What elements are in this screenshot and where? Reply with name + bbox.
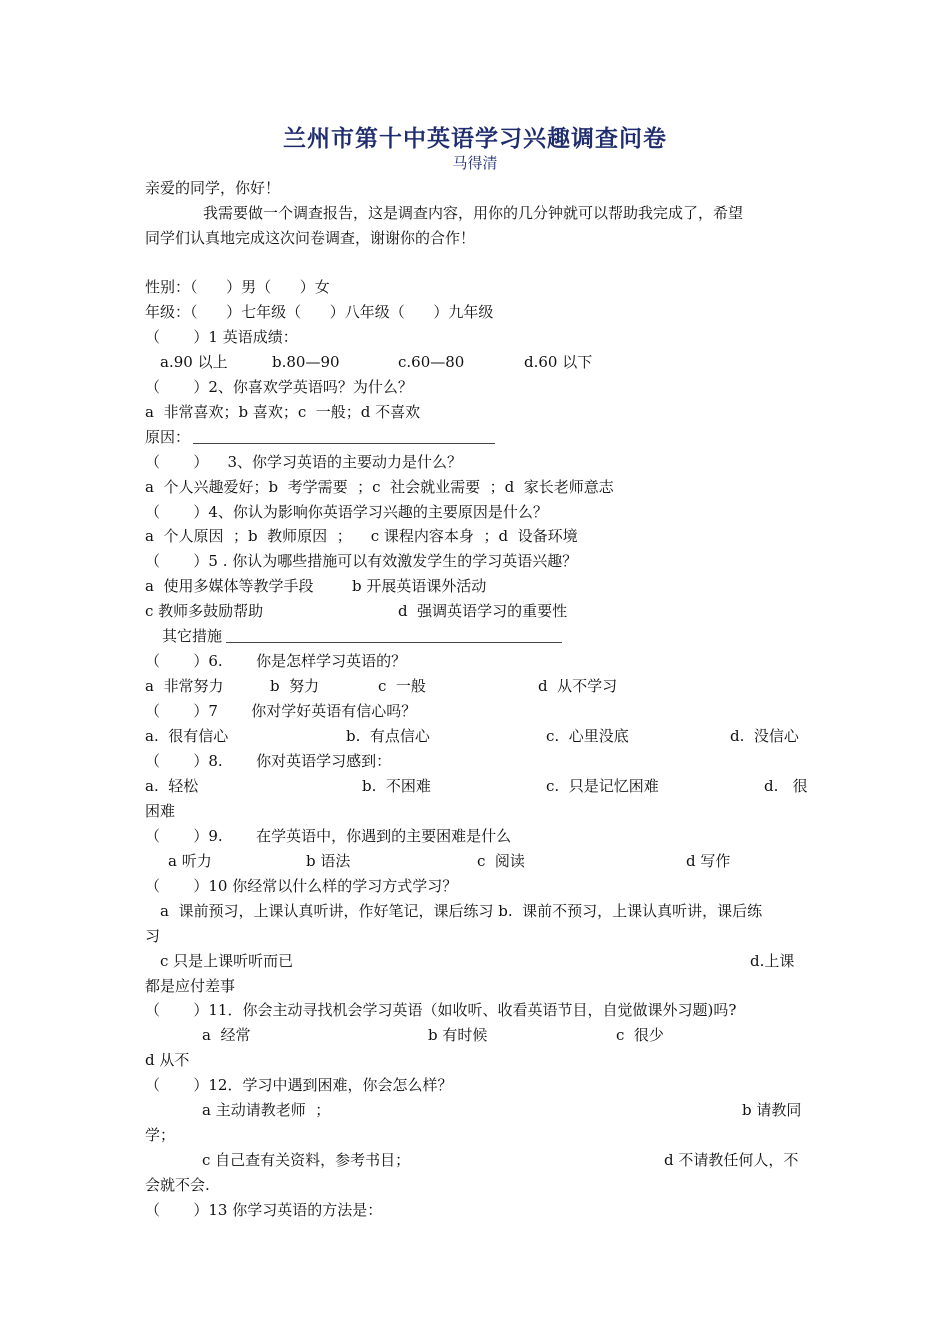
document-title: 兰州市第十中英语学习兴趣调查问卷	[283, 126, 667, 152]
q5-option-a: a 使用多媒体等教学手段	[145, 577, 314, 595]
intro-line-1: 我需要做一个调查报告，这是调查内容，用你的几分钟就可以帮助我完成了，希望	[203, 204, 744, 222]
q11-option-a: a 经常	[202, 1026, 251, 1044]
q2-options: a 非常喜欢；b 喜欢；c 一般；d 不喜欢	[145, 403, 421, 421]
q11-option-b: b 有时候	[428, 1026, 488, 1044]
question-12: （ ）12．学习中遇到困难，你会怎么样？	[145, 1076, 453, 1094]
q8-option-b: b. 不困难	[362, 777, 431, 795]
q9-option-a: a 听力	[168, 852, 212, 870]
question-3: （ ） 3、你学习英语的主要动力是什么？	[145, 453, 462, 471]
q12-option-b: b 请教同	[742, 1101, 802, 1119]
q5-option-b: b 开展英语课外活动	[352, 577, 487, 595]
q3-options: a 个人兴趣爱好；b 考学需要 ；c 社会就业需要 ；d 家长老师意志	[145, 478, 614, 496]
question-7: （ ）7 你对学好英语有信心吗？	[145, 702, 417, 720]
q5-other-label: 其它措施	[162, 627, 223, 645]
q8-option-c: c. 只是记忆困难	[546, 777, 659, 795]
q12-option-d-continued: 会就不会.	[145, 1176, 210, 1194]
q1-option-b: b.80—90	[272, 353, 340, 371]
q5-other-blank[interactable]	[226, 642, 562, 643]
q12-option-b-continued: 学；	[145, 1126, 176, 1144]
q10-options-ab: a 课前预习，上课认真听讲，作好笔记，课后练习 b. 课前不预习，上课认真听讲，课后练	[160, 902, 763, 920]
q5-option-d: d 强调英语学习的重要性	[398, 602, 568, 620]
question-8: （ ）8. 你对英语学习感到：	[145, 752, 392, 770]
q7-option-c: c. 心里没底	[546, 727, 629, 745]
question-10: （ ）10 你经常以什么样的学习方式学习？	[145, 877, 458, 895]
q7-option-d: d. 没信心	[730, 727, 799, 745]
q6-option-d: d 从不学习	[538, 677, 618, 695]
question-13: （ ）13 你学习英语的方法是：	[145, 1201, 383, 1219]
q9-option-d: d 写作	[686, 852, 731, 870]
intro-line-2: 同学们认真地完成这次问卷调查，谢谢你的合作！	[145, 229, 476, 247]
question-4: （ ）4、你认为影响你英语学习兴趣的主要原因是什么？	[145, 503, 548, 521]
q12-option-a: a 主动请教老师 ；	[202, 1101, 331, 1119]
q9-option-b: b 语法	[306, 852, 351, 870]
author-name: 马得清	[452, 154, 498, 172]
q12-option-c: c 自己查有关资料，参考书目；	[202, 1151, 411, 1169]
q5-option-c: c 教师多鼓励帮助	[145, 602, 264, 620]
q6-option-b: b 努力	[270, 677, 320, 695]
q8-option-d: d. 很	[764, 777, 808, 795]
q9-option-c: c 阅读	[477, 852, 525, 870]
q7-option-b: b. 有点信心	[346, 727, 430, 745]
q6-option-c: c 一般	[378, 677, 426, 695]
q11-option-d: d 从不	[145, 1051, 190, 1069]
q8-option-d-continued: 困难	[145, 802, 176, 820]
q12-option-d: d 不请教任何人，不	[664, 1151, 799, 1169]
q10-option-d: d.上课	[750, 952, 795, 970]
question-1: （ ）1 英语成绩：	[145, 328, 298, 346]
q10-option-d-continued: 都是应付差事	[145, 977, 236, 995]
question-2: （ ）2、你喜欢学英语吗？为什么？	[145, 378, 413, 396]
q1-option-c: c.60—80	[398, 353, 465, 371]
q6-option-a: a 非常努力	[145, 677, 224, 695]
q7-option-a: a. 很有信心	[145, 727, 229, 745]
q4-options: a 个人原因 ；b 教师原因 ； c 课程内容本身 ；d 设备环境	[145, 527, 578, 545]
grade-question: 年级：（ ）七年级（ ）八年级（ ）九年级	[145, 303, 494, 321]
q10-option-c: c 只是上课听听而已	[160, 952, 294, 970]
q8-option-a: a. 轻松	[145, 777, 199, 795]
q1-option-a: a.90 以上	[160, 353, 228, 371]
question-9: （ ）9. 在学英语中，你遇到的主要困难是什么	[145, 827, 512, 845]
q11-option-c: c 很少	[616, 1026, 664, 1044]
question-11: （ ）11．你会主动寻找机会学习英语（如收听、收看英语节目，自觉做课外习题)吗?	[145, 1001, 737, 1019]
gender-question: 性别：（ ）男（ ）女	[145, 278, 330, 296]
question-6: （ ）6. 你是怎样学习英语的？	[145, 652, 407, 670]
q1-option-d: d.60 以下	[524, 353, 593, 371]
q2-reason-label: 原因：	[145, 428, 191, 446]
q2-reason-blank[interactable]	[193, 443, 495, 444]
greeting: 亲爱的同学，你好！	[145, 179, 281, 197]
q10-options-ab-continued: 习	[145, 927, 161, 945]
question-5: （ ）5 . 你认为哪些措施可以有效激发学生的学习英语兴趣？	[145, 552, 578, 570]
